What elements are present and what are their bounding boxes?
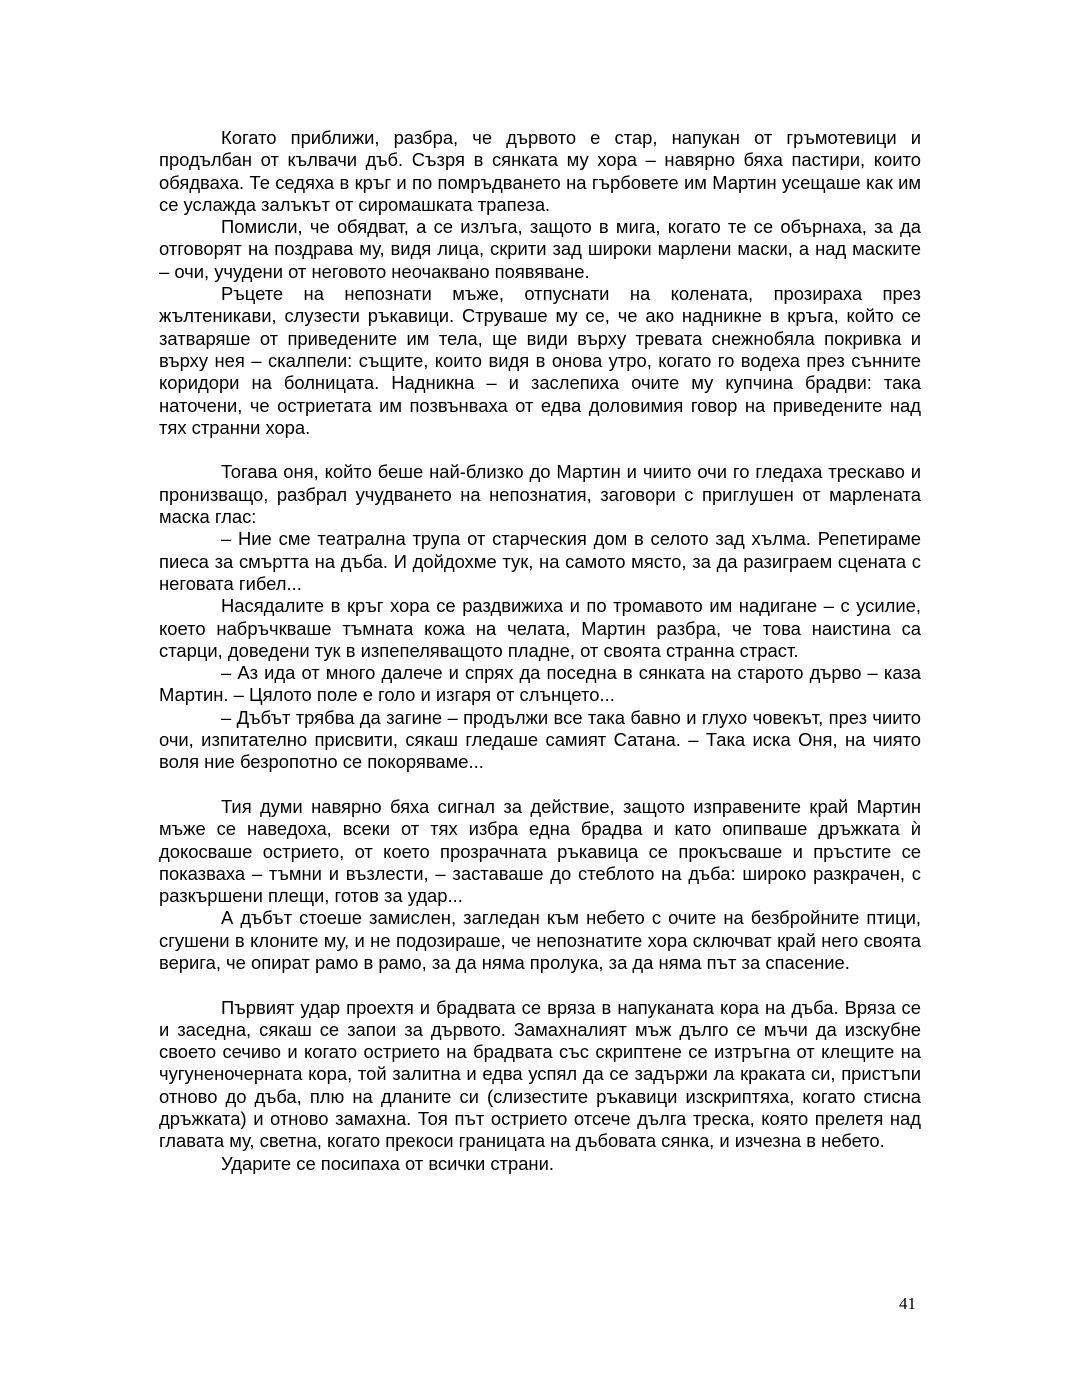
paragraph: – Дъбът трябва да загине – продължи все така бавно и глухо човекът, през чиито очи, изпитателно присвити, сякаш гледаше самият Сатана. – Така иска Оня, на чиято воля ние безропотно се покоряваме... bbox=[159, 706, 921, 773]
paragraph: А дъбът стоеше замислен, загледан към небето с очите на безбройните птици, сгушени в клоните му, и не подозираше, че непознатите хора сключват край него своята верига, че опират рамо в рамо, за да няма пролука, за да няма път за спасение. bbox=[159, 907, 921, 973]
body-text bbox=[159, 127, 921, 1175]
paragraph: Тия думи навярно бяха сигнал за действие, защото изправените край Мартин мъже се наведоха, всеки от тях избра една брадва и като опипваше дръжката ѝ докосваше острието, от което прозрачната ръкавица се прокъсваше и пръстите се показваха – тъмни и възлести, – заставаше до стеблото на дъба: широко разкрачен, с разкършени плещи, готов за удар... bbox=[159, 795, 921, 907]
paragraph: Когато приближи, разбра, че дървото е стар, напукан от гръмотевици и продълбан от кълвачи дъб. Съзря в сянката му хора – навярно бяха пастири, които обядваха. Те седяха в кръг и по помръдването на гърбовете им Мартин усещаше как им се услажда залъкът от сиромашката трапеза. bbox=[159, 127, 921, 215]
paragraph: – Аз ида от много далече и спрях да поседна в сянката на старото дърво – каза Мартин. – Цялото поле е голо и изгаря от слънцето... bbox=[159, 662, 921, 706]
paragraph: Ръцете на непознати мъже, отпуснати на колената, прозираха през жълтеникави, слузести ръкавици. Струваше му се, че ако надникне в кръга, който се затваряше от приведените им тела, ще види върху тревата снежнобяла покривка и върху нея – скалпели: същите, които видя в онова утро, когато го водеха през сънните коридори на болницата. Надникна – и заслепиха очите му купчина брадви: така наточени, че остриетата им позвънваха от едва доловимия говор на приведените над тях странни хора. bbox=[159, 283, 921, 438]
page-number: 41 bbox=[899, 1294, 916, 1313]
paragraph: Тогава оня, който беше най-близко до Мартин и чиито очи го гледаха трескаво и пронизващо, разбрал учудването на непознатия, заговори с приглушен от марлената маска глас: bbox=[159, 461, 921, 528]
paragraph: Помисли, че обядват, а се излъга, защото в мига, когато те се обърнаха, за да отговорят на поздрава му, видя лица, скрити зад широки марлени маски, а над маските – очи, учудени от неговото неочаквано появяване. bbox=[159, 216, 921, 282]
paragraph: Насядалите в кръг хора се раздвижиха и по тромавото им надигане – с усилие, което набръчкваше тъмната кожа на челата, Мартин разбра, че това наистина са старци, доведени тук в изпепеляващото пладне, от своята странна страст. bbox=[159, 595, 921, 661]
paragraph: Ударите се посипаха от всички страни. bbox=[221, 1152, 554, 1174]
paragraph: Първият удар проехтя и брадвата се вряза в напуканата кора на дъба. Вряза се и заседна, сякаш се запои за дървото. Замахналият мъж дълго се мъчи да изскубне своето сечиво и когато острието на брадвата със скриптене се изтръгна от клещите на чугуненочерната кора, той залитна и едва успял да се задържи ла краката си, пристъпи отново до дъба, плю на дланите си (слизестите ръкавици изскриптяха, когато стисна дръжката) и отново замахна. Тоя път острието отсече дълга треска, която прелетя над главата му, светна, когато прекоси границата на дъбовата сянка, и изчезна в небето. bbox=[159, 996, 921, 1152]
paragraph: – Ние сме театрална трупа от старческия дом в селото зад хълма. Репетираме пиеса за смъртта на дъба. И дойдохме тук, на самото място, за да разиграем сцената с неговата гибел... bbox=[159, 528, 921, 594]
